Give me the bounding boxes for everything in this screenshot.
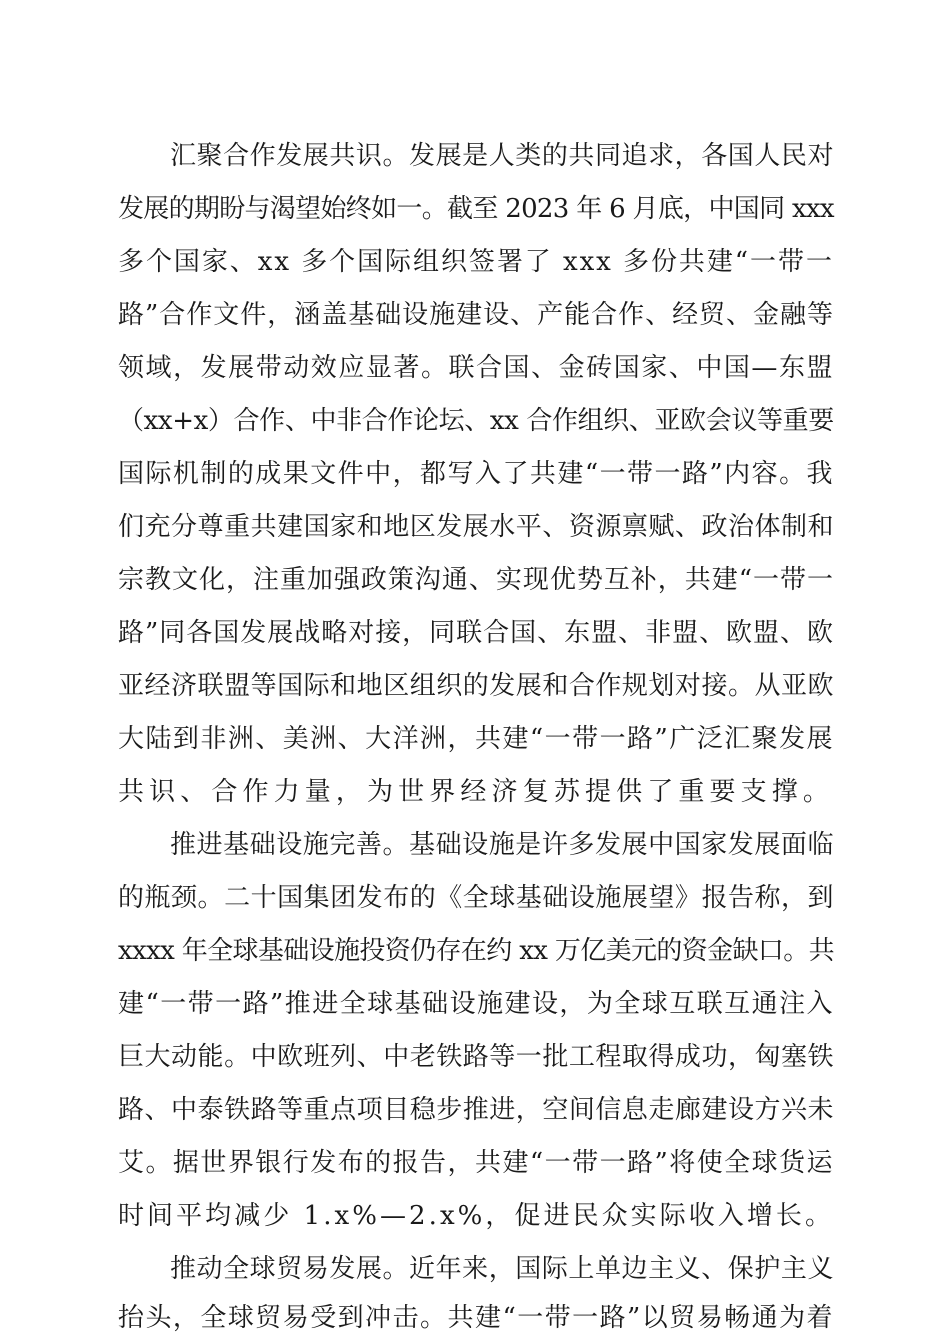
paragraph-line: 路、中泰铁路等重点项目稳步推进，空间信息走廊建设方兴未	[118, 1095, 835, 1125]
paragraph-line: 路”同各国发展战略对接，同联合国、东盟、非盟、欧盟、欧	[118, 618, 835, 648]
paragraph-line: 国际机制的成果文件中，都写入了共建“一带一路”内容。我	[118, 459, 835, 489]
paragraph-line: xxxx 年全球基础设施投资仍存在约 xx 万亿美元的资金缺口。共	[118, 936, 834, 966]
paragraph-line: 时间平均减少 1.x%—2.x%，促进民众实际收入增长。	[118, 1201, 835, 1231]
paragraph-line: 推动全球贸易发展。近年来，国际上单边主义、保护主义	[170, 1254, 835, 1284]
paragraph-line: 发展的期盼与渴望始终如一。截至 2023 年 6 月底，中国同 xxx	[118, 194, 834, 224]
paragraph-line: 汇聚合作发展共识。发展是人类的共同追求，各国人民对	[170, 141, 835, 171]
paragraph-line: 亚经济联盟等国际和地区组织的发展和合作规划对接。从亚欧	[118, 671, 835, 701]
paragraph-line: 路”合作文件，涵盖基础设施建设、产能合作、经贸、金融等	[118, 300, 835, 330]
paragraph-line: 推进基础设施完善。基础设施是许多发展中国家发展面临	[170, 830, 835, 860]
paragraph-line: 大陆到非洲、美洲、大洋洲，共建“一带一路”广泛汇聚发展	[118, 724, 835, 754]
paragraph-line: （xx+x）合作、中非合作论坛、xx 合作组织、亚欧会议等重要	[118, 406, 834, 436]
paragraph-line: 的瓶颈。二十国集团发布的《全球基础设施展望》报告称，到	[118, 883, 835, 913]
paragraph-line: 抬头，全球贸易受到冲击。共建“一带一路”以贸易畅通为着	[118, 1303, 835, 1333]
paragraph-line: 们充分尊重共建国家和地区发展水平、资源禀赋、政治体制和	[118, 512, 835, 542]
paragraph-line: 多个国家、xx 多个国际组织签署了 xxx 多份共建“一带一	[118, 247, 834, 277]
paragraph-line: 宗教文化，注重加强政策沟通、实现优势互补，共建“一带一	[118, 565, 835, 595]
paragraph-line: 艾。据世界银行发布的报告，共建“一带一路”将使全球货运	[118, 1148, 835, 1178]
paragraph-line: 建“一带一路”推进全球基础设施建设，为全球互联互通注入	[118, 989, 835, 1019]
paragraph-line: 领域，发展带动效应显著。联合国、金砖国家、中国—东盟	[118, 353, 835, 383]
paragraph-line: 巨大动能。中欧班列、中老铁路等一批工程取得成功，匈塞铁	[118, 1042, 835, 1072]
paragraph-line: 共识、合作力量，为世界经济复苏提供了重要支撑。	[118, 777, 834, 807]
